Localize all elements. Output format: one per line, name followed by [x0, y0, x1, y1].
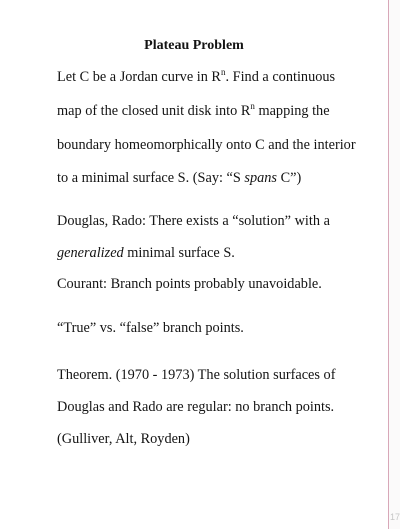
statement-line-2-tail: mapping the	[254, 103, 330, 119]
statement-line-4	[57, 170, 301, 187]
superscript-n: n	[220, 67, 226, 77]
page-title: Plateau Problem	[144, 38, 244, 53]
page-edge-shade	[389, 0, 400, 529]
statement-line-2	[57, 103, 330, 120]
superscript-n: n	[250, 101, 255, 111]
theorem-line-3: (Gulliver, Alt, Royden)	[57, 431, 190, 447]
statement-line-4-text: to a minimal surface S. (Say: “S	[57, 170, 245, 186]
statement-line-2-text: map of the closed unit disk into R	[57, 103, 251, 119]
courant-line: Courant: Branch points probably unavoidable.	[57, 276, 322, 292]
statement-line-1	[57, 69, 335, 86]
corner-mark: 17	[390, 512, 400, 522]
douglas-rado-line-1: Douglas, Rado: There exists a “solution” with a	[57, 213, 330, 229]
theorem-line-1: Theorem. (1970 - 1973) The solution surfaces of	[57, 367, 336, 383]
theorem-line-2: Douglas and Rado are regular: no branch points.	[57, 399, 335, 415]
douglas-rado-line-2-tail: minimal surface S.	[123, 245, 235, 261]
statement-line-1-text: Let C be a Jordan curve in R	[57, 69, 221, 85]
emphasis-spans: spans	[244, 170, 277, 186]
emphasis-generalized: generalized	[57, 245, 124, 261]
statement-line-4-tail: C”)	[277, 170, 302, 186]
true-false-line: “True” vs. “false” branch points.	[57, 320, 244, 336]
statement-line-1-tail: . Find a continuous	[225, 69, 336, 85]
douglas-rado-line-2	[57, 245, 235, 262]
statement-line-3: boundary homeomorphically onto C and the interior	[57, 137, 356, 153]
